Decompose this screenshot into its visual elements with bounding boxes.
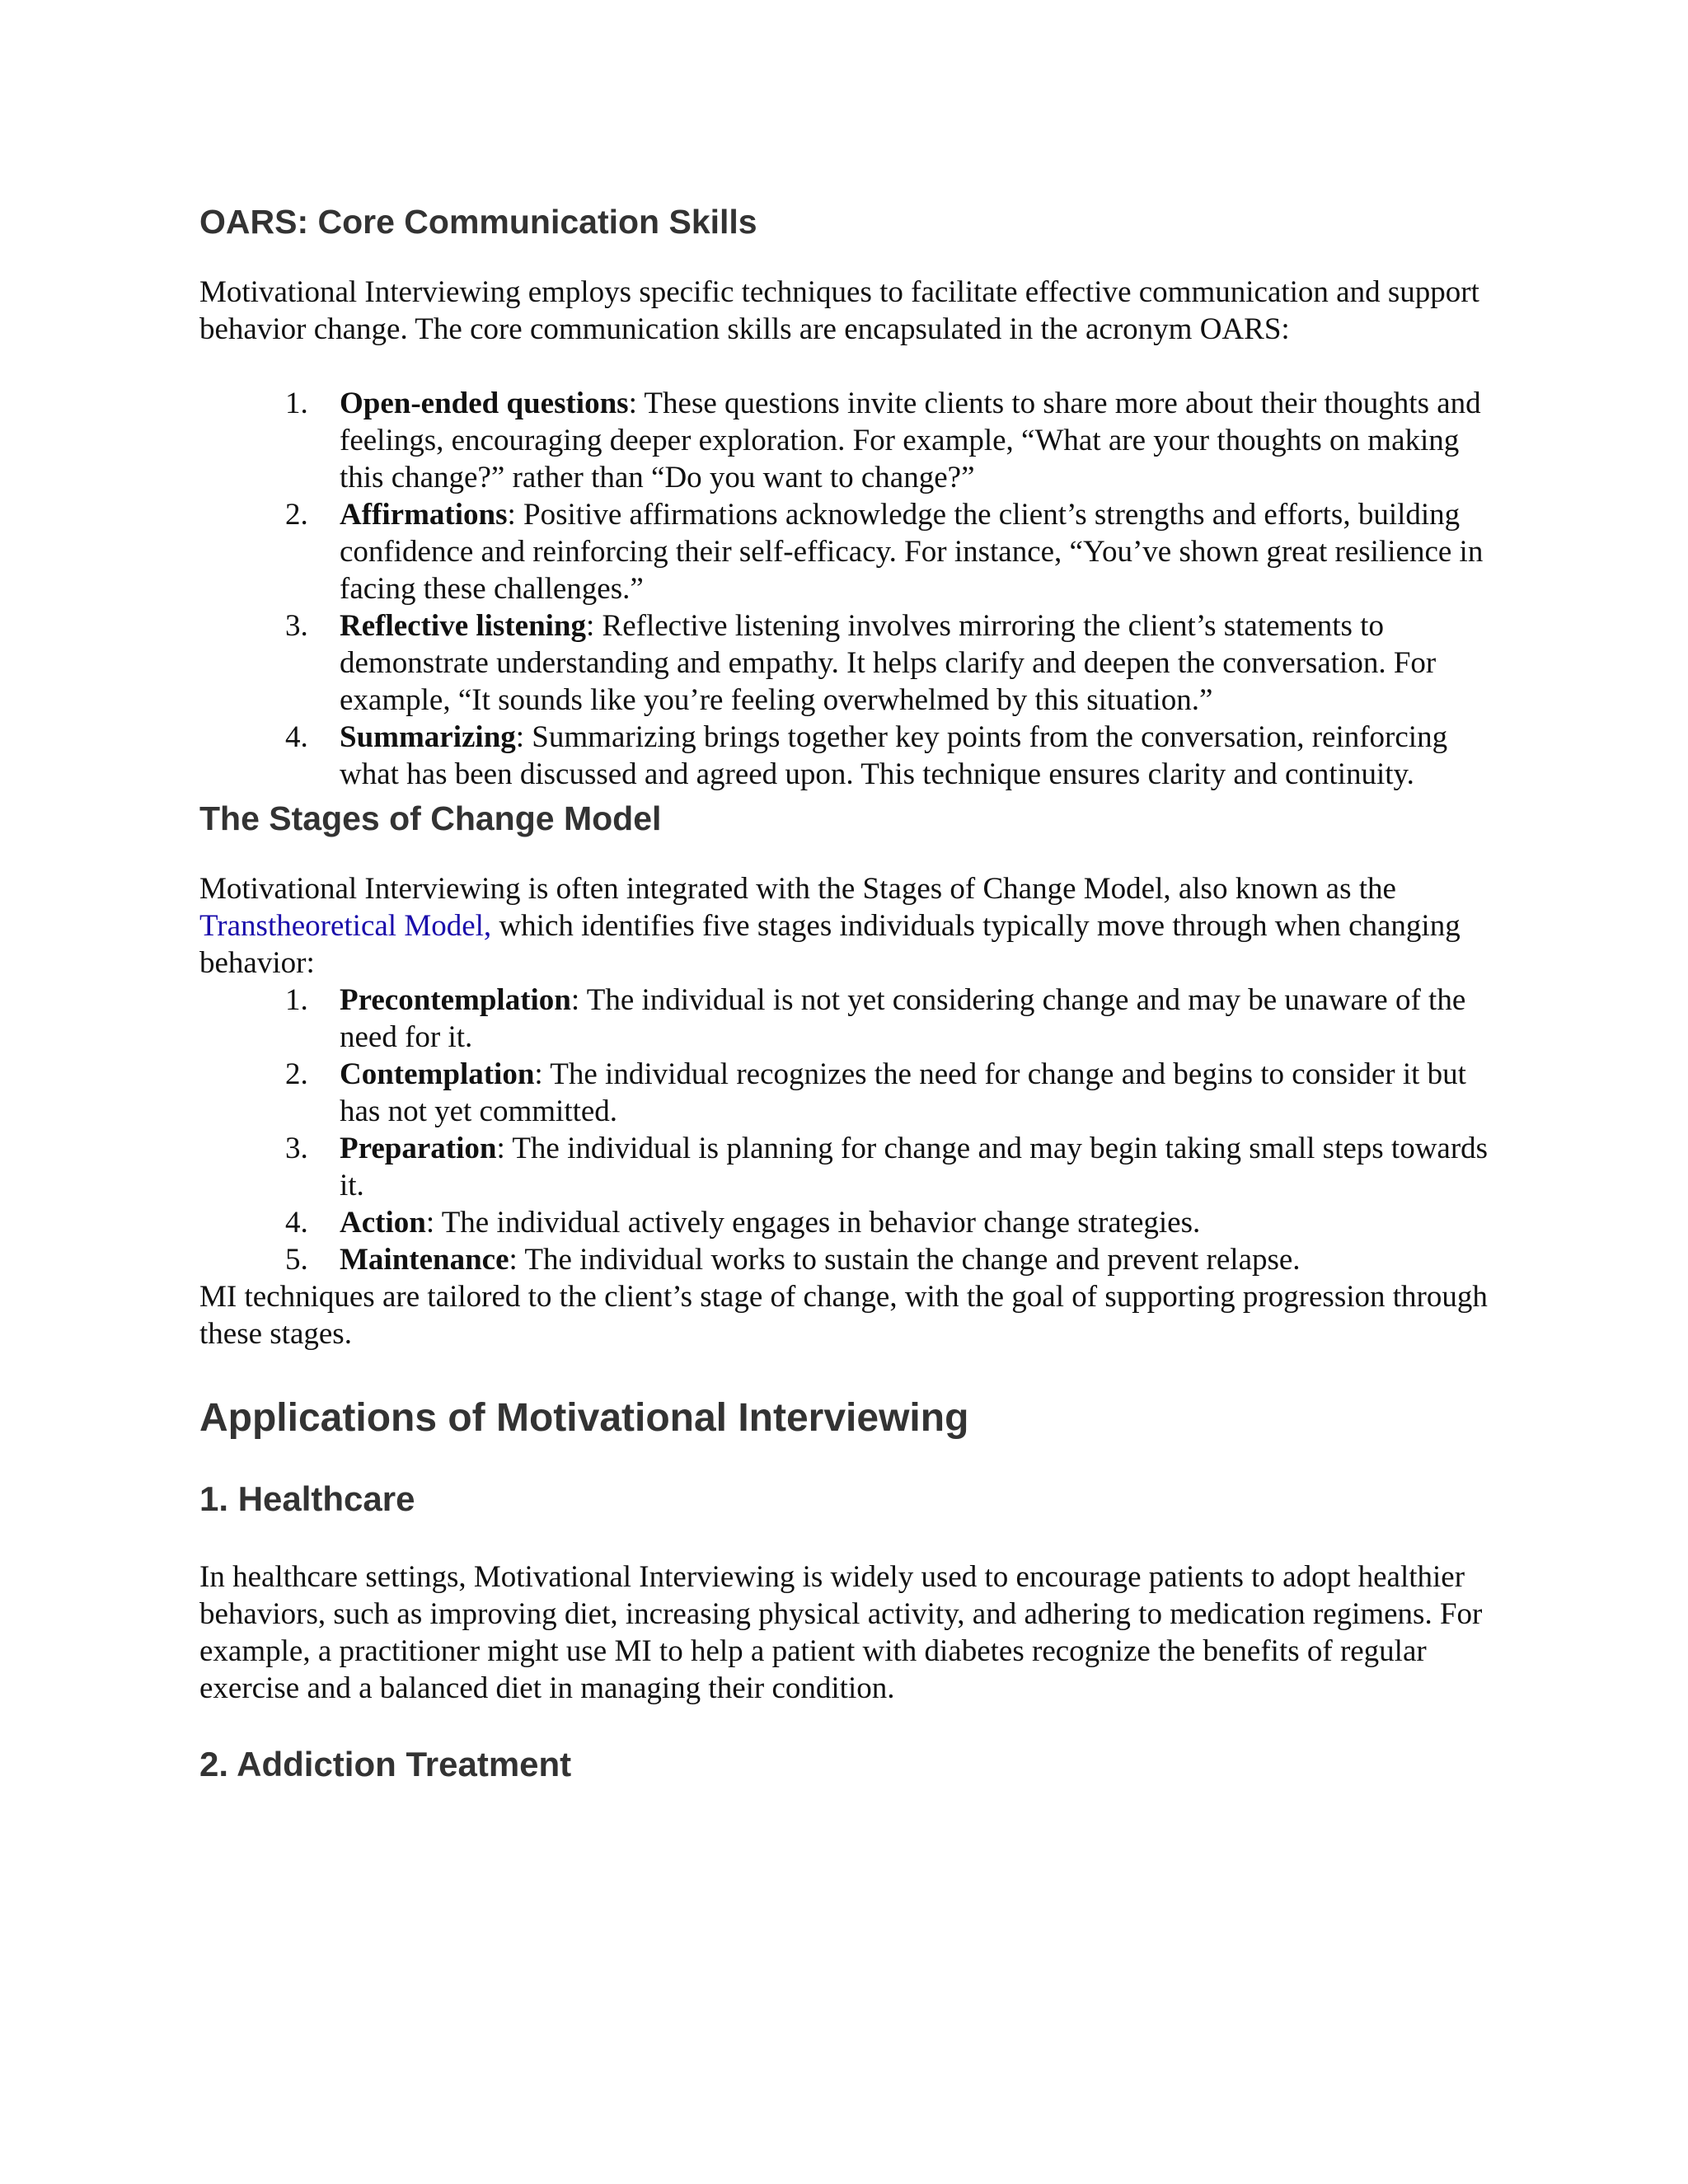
applications-heading: Applications of Motivational Interviewing	[199, 1396, 969, 1440]
list-item-text: : The individual recognizes the need for change and begins to consider it but has not yet committed.	[340, 1057, 1466, 1128]
addiction-treatment-heading: 2. Addiction Treatment	[199, 1745, 572, 1783]
list-item-term: Reflective listening	[340, 609, 586, 643]
list-item	[199, 719, 1502, 793]
list-item-number: 4.	[285, 1206, 308, 1240]
list-item	[199, 1241, 1502, 1278]
list-item-number: 4.	[285, 720, 308, 754]
transtheoretical-model-link[interactable]: Transtheoretical Model,	[199, 909, 492, 943]
list-item-number: 1.	[285, 387, 308, 420]
document-page	[199, 199, 1502, 1788]
list-item-number: 2.	[285, 1057, 308, 1091]
list-item-text: : These questions invite clients to share more about their thoughts and feelings, encouraging deeper exploration. For example, “What are your thoughts on making this change?” rather than “Do you want to change?”	[340, 387, 1481, 494]
list-item-term: Contemplation	[340, 1057, 535, 1091]
list-item-number: 1.	[285, 983, 308, 1017]
list-item-term: Maintenance	[340, 1243, 509, 1277]
list-item-number: 3.	[285, 1132, 308, 1165]
oars-list	[199, 385, 1502, 793]
stages-intro-text: Motivational Interviewing is often integrated with the Stages of Change Model, also known as the	[199, 872, 1396, 906]
list-item	[199, 1056, 1502, 1130]
list-item	[199, 496, 1502, 607]
list-item-text: : Reflective listening involves mirroring the client’s statements to demonstrate understanding and empathy. It helps clarify and deepen the conversation. For example, “It sounds like you’re feeling overwhelmed by this situation.”	[340, 609, 1437, 717]
healthcare-paragraph: In healthcare settings, Motivational Interviewing is widely used to encourage patients to adopt healthier behaviors, such as improving diet, increasing physical activity, and adhering to medication regimens. For example, a practitioner might use MI to help a patient with diabetes recognize the benefits of regular exercise and a balanced diet in managing their condition.	[199, 1560, 1483, 1705]
list-item-number: 2.	[285, 498, 308, 532]
stages-intro-paragraph	[199, 870, 1502, 982]
healthcare-heading: 1. Healthcare	[199, 1479, 415, 1518]
list-item-text: : Summarizing brings together key points from the conversation, reinforcing what has been discussed and agreed upon. This technique ensures clarity and continuity.	[340, 720, 1448, 791]
list-item-term: Affirmations	[340, 498, 508, 532]
stages-intro-text-continued: which identifies five stages individuals typically move through when changing behavior:	[199, 909, 1461, 980]
stages-heading: The Stages of Change Model	[199, 799, 662, 837]
list-item	[199, 1204, 1502, 1241]
list-item	[199, 385, 1502, 496]
list-item-text: : Positive affirmations acknowledge the client’s strengths and efforts, building confidence and reinforcing their self-efficacy. For instance, “You’ve shown great resilience in facing these challenges.”	[340, 498, 1484, 606]
list-item-term: Precontemplation	[340, 983, 571, 1017]
list-item-term: Preparation	[340, 1132, 497, 1165]
list-item-text: : The individual works to sustain the change and prevent relapse.	[509, 1243, 1301, 1277]
list-item-text: : The individual is not yet considering change and may be unaware of the need for it.	[340, 983, 1466, 1054]
stages-list	[199, 982, 1502, 1278]
list-item-term: Open-ended questions	[340, 387, 629, 420]
list-item-term: Action	[340, 1206, 426, 1240]
oars-heading: OARS: Core Communication Skills	[199, 203, 757, 241]
list-item	[199, 607, 1502, 719]
list-item-text: : The individual actively engages in behavior change strategies.	[425, 1206, 1201, 1240]
stages-closing-paragraph: MI techniques are tailored to the client’s stage of change, with the goal of supporting progression through these stages.	[199, 1280, 1488, 1351]
list-item-number: 5.	[285, 1243, 308, 1277]
list-item	[199, 982, 1502, 1056]
list-item-text: : The individual is planning for change and may begin taking small steps towards it.	[340, 1132, 1489, 1202]
oars-intro-paragraph: Motivational Interviewing employs specific techniques to facilitate effective communication and support behavior change. The core communication skills are encapsulated in the acronym OARS:	[199, 275, 1479, 346]
list-item	[199, 1130, 1502, 1204]
list-item-number: 3.	[285, 609, 308, 643]
list-item-term: Summarizing	[340, 720, 516, 754]
